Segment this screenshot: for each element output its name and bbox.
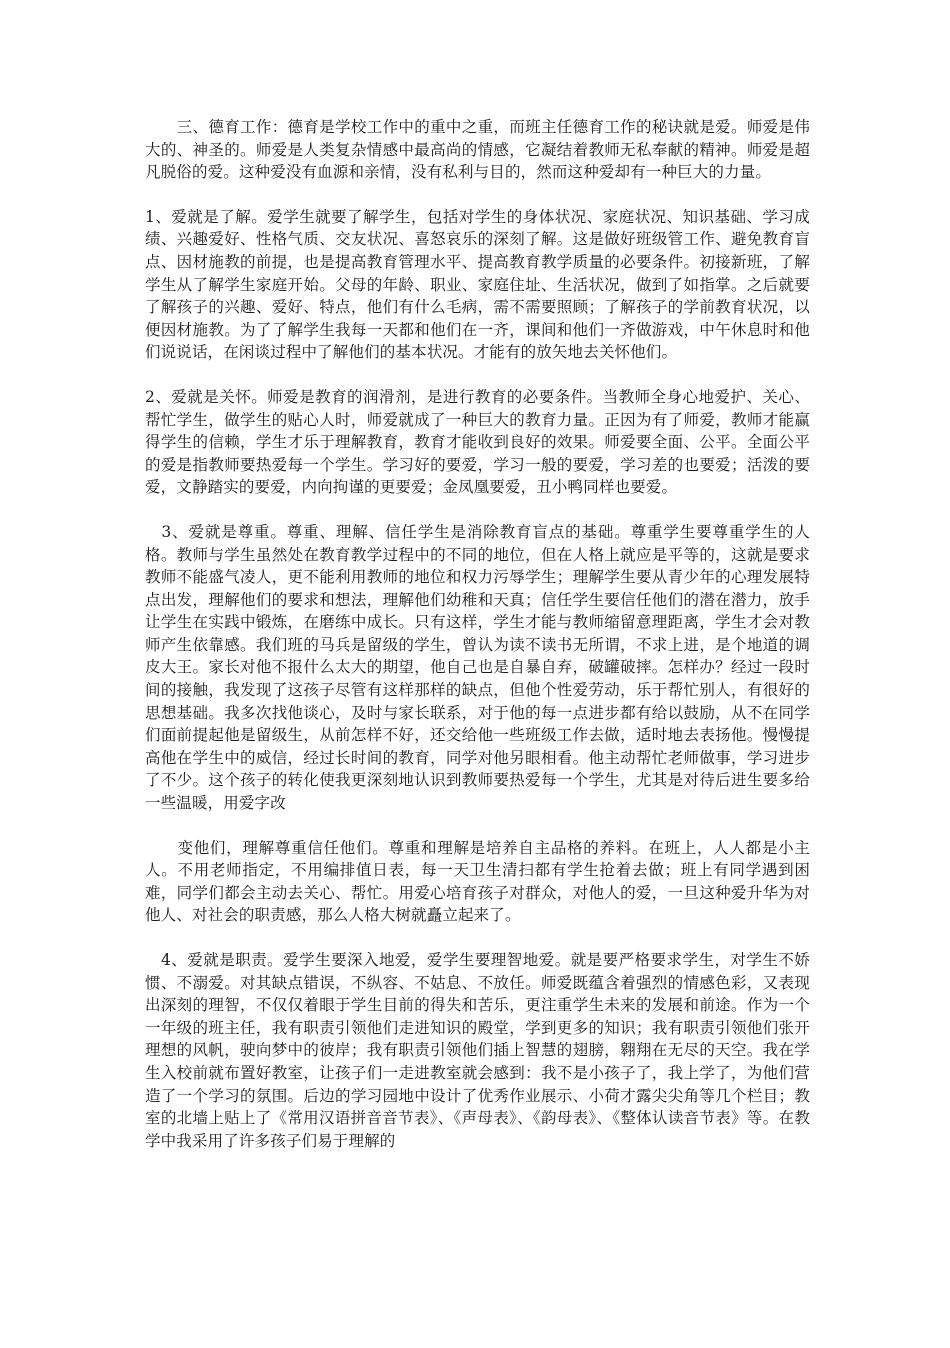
paragraph-love-is-understanding: 1、爱就是了解。爱学生就要了解学生，包括对学生的身体状况、家庭状况、知识基础、学习成绩、兴趣爱好、性格气质、交友状况、喜怒哀乐的深刻了解。这是做好班级管工作、避免教育盲点、因材施教的前提，也是提高教育管理水平、提高教育教学质量的必要条件。初接新班，了解学生从了解学生家庭开始。父母的年龄、职业、家庭住址、生活状况，做到了如指掌。之后就要了解孩子的兴趣、爱好、特点，他们有什么毛病，需不需要照顾；了解孩子的学前教育状况，以便因材施教。为了了解学生我每一天都和他们在一齐，课间和他们一齐做游戏，中午休息时和他们说说话，在闲谈过程中了解他们的基本状况。才能有的放矢地去关怀他们。	[145, 207, 810, 362]
paragraph-love-is-responsibility: 4、爱就是职责。爱学生要深入地爱，爱学生要理智地爱。就是要严格要求学生，对学生不娇惯、不溺爱。对其缺点错误，不纵容、不姑息、不放任。师爱既蕴含着强烈的情感色彩，又表现出深刻的理智，不仅仅着眼于学生目前的得失和苦乐，更注重学生未来的发展和前途。作为一个一年级的班主任，我有职责引领他们走进知识的殿堂，学到更多的知识；我有职责引领他们张开理想的风帆，驶向梦中的彼岸；我有职责引领他们插上智慧的翅膀，翱翔在无尽的天空。我在学生入校前就布置好教室，让孩子们一走进教室就会感到：我不是小孩子了，我上学了，为他们营造了一个学习的氛围。后边的学习园地中设计了优秀作业展示、小荷才露尖尖角等几个栏目；教室的北墙上贴上了《常用汉语拼音音节表》、《声母表》、《韵母表》、《整体认读音节表》等。在教学中我采用了许多孩子们易于理解的	[145, 951, 810, 1150]
paragraph-moral-education: 三、德育工作：德育是学校工作中的重中之重，而班主任德育工作的秘诀就是爱。师爱是伟大的、神圣的。师爱是人类复杂情感中最高尚的情感，它凝结着教师无私奉献的精神。师爱是超凡脱俗的爱。这种爱没有血源和亲情，没有私利与目的，然而这种爱却有一种巨大的力量。	[145, 118, 810, 182]
paragraph-love-is-respect: 3、爱就是尊重。尊重、理解、信任学生是消除教育盲点的基础。尊重学生要尊重学生的人格。教师与学生虽然处在教育教学过程中的不同的地位，但在人格上就应是平等的，这就是要求教师不能盛气凌人，更不能利用教师的地位和权力污辱学生；理解学生要从青少年的心理发展特点出发，理解他们的要求和想法，理解他们幼稚和天真；信任学生要信任他们的潜在潜力，放手让学生在实践中锻炼，在磨练中成长。只有这样，学生才能与教师缩留意理距离，学生才会对教师产生依靠感。我们班的马兵是留级的学生，曾认为读不读书无所谓，不求上进，是个地道的调皮大王。家长对他不报什么太大的期望，他自己也是自暴自弃，破罐破摔。怎样办？经过一段时间的接触，我发现了这孩子尽管有这样那样的缺点，但他个性爱劳动，乐于帮忙别人，有很好的思想基础。我多次找他谈心，及时与家长联系，对于他的每一点进步都有给以鼓励，从不在同学们面前提起他是留级生，从前怎样不好，还交给他一些班级工作去做，适时地去表扬他。慢慢提高他在学生中的威信，经过长时间的教育，同学对他另眼相看。他主动帮忙老师做事，学习进步了不少。这个孩子的转化使我更深刻地认识到教师要热爱每一个学生，尤其是对待后进生要多给一些温暖，用爱字改	[145, 522, 810, 813]
document-page	[145, 116, 810, 1152]
paragraph-gap	[145, 499, 810, 521]
paragraph-gap	[145, 927, 810, 949]
paragraph-gap	[145, 184, 810, 206]
paragraph-gap	[145, 815, 810, 837]
paragraph-gap	[145, 364, 810, 386]
paragraph-respect-continued: 变他们，理解尊重信任他们。尊重和理解是培养自主品格的养料。在班上，人人都是小主人。不用老师指定，不用编排值日表，每一天卫生清扫都有学生抢着去做；班上有同学遇到困难，同学们都会主动去关心、帮忙。用爱心培育孩子对群众，对他人的爱，一旦这种爱升华为对他人、对社会的职责感，那么人格大树就矗立起来了。	[145, 838, 810, 925]
paragraph-love-is-care: 2、爱就是关怀。师爱是教育的润滑剂，是进行教育的必要条件。当教师全身心地爱护、关心、帮忙学生，做学生的贴心人时，师爱就成了一种巨大的教育力量。正因为有了师爱，教师才能赢得学生的信赖，学生才乐于理解教育，教育才能收到良好的效果。师爱要全面、公平。全面公平的爱是指教师要热爱每一个学生。学习好的要爱，学习一般的要爱，学习差的也要爱；活泼的要爱，文静踏实的要爱，内向拘谨的更要爱；金凤凰要爱，丑小鸭同样也要爱。	[145, 387, 810, 497]
